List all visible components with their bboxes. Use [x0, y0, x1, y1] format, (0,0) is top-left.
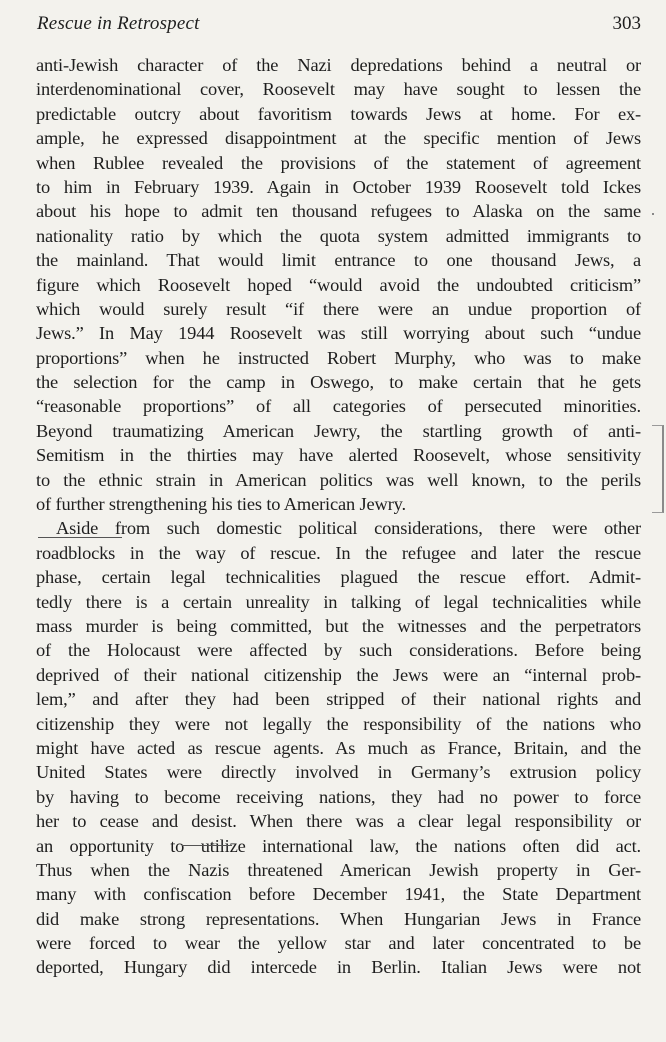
body-line: might have acted as rescue agents. As much as France, Britain, and the: [36, 737, 641, 758]
body-line: which would surely result “if there were an undue proportion of: [36, 298, 641, 319]
body-line: interdenominational cover, Roosevelt may have sought to lessen the: [36, 79, 641, 100]
paragraph-end-line: of further strengthening his ties to American Jewry.: [36, 494, 406, 515]
body-line: Thus when the Nazis threatened American Jewish property in Ger-: [36, 859, 641, 880]
body-line: her to cease and desist. When there was a clear legal responsibility or: [36, 811, 641, 832]
body-line: proportions” when he instructed Robert Murphy, who was to make: [36, 347, 641, 368]
body-line: anti-Jewish character of the Nazi depredations behind a neutral or: [36, 55, 641, 75]
body-line: Beyond traumatizing American Jewry, the startling growth of anti-: [36, 420, 641, 441]
body-line: ample, he expressed disappointment at the specific mention of Jews: [36, 128, 641, 149]
page-number: 303: [612, 13, 641, 34]
body-line: about his hope to admit ten thousand refugees to Alaska on the same: [36, 201, 641, 222]
running-title: Rescue in Retrospect: [37, 13, 200, 34]
body-line: an opportunity to utilize international law, the nations often did act.: [36, 835, 641, 856]
body-line: tedly there is a certain unreality in talking of legal technicalities while: [36, 591, 641, 612]
body-line: the mainland. That would limit entrance to one thousand Jews, a: [36, 250, 641, 271]
body-line: mass murder is being committed, but the witnesses and the perpetrators: [36, 615, 641, 636]
body-line: when Rublee revealed the provisions of the statement of agreement: [36, 152, 641, 173]
body-line: deprived of their national citizenship the Jews were an “internal prob-: [36, 664, 641, 685]
pencil-margin-mark: [652, 213, 654, 215]
body-line: figure which Roosevelt hoped “would avoid the undoubted criticism”: [36, 274, 641, 295]
body-text: [36, 53, 641, 980]
body-line: to the ethnic strain in American politics was well known, to the perils: [36, 469, 641, 490]
pencil-underline-aside: [38, 537, 122, 538]
body-line: to him in February 1939. Again in October 1939 Roosevelt told Ickes: [36, 176, 641, 197]
body-line: Semitism in the thirties may have alerted Roosevelt, whose sensitivity: [36, 445, 641, 466]
body-line: “reasonable proportions” of all categories of persecuted minorities.: [36, 396, 641, 417]
body-line: by having to become receiving nations, they had no power to force: [36, 786, 641, 807]
pencil-underline-desist: [182, 845, 232, 846]
body-line: lem,” and after they had been stripped of their national rights and: [36, 689, 641, 710]
body-line: Jews.” In May 1944 Roosevelt was still worrying about such “undue: [36, 323, 641, 344]
pencil-margin-bracket: [652, 425, 664, 513]
body-line: deported, Hungary did intercede in Berlin. Italian Jews were not: [36, 957, 641, 978]
body-line: many with confiscation before December 1941, the State Department: [36, 884, 641, 905]
body-line: were forced to wear the yellow star and later concentrated to be: [36, 933, 641, 954]
body-line: the selection for the camp in Oswego, to make certain that he gets: [36, 372, 641, 393]
body-line: roadblocks in the way of rescue. In the refugee and later the rescue: [36, 542, 641, 563]
body-line: did make strong representations. When Hungarian Jews in France: [36, 908, 641, 929]
body-line: nationality ratio by which the quota system admitted immigrants to: [36, 225, 641, 246]
paragraph-start-line: Aside from such domestic political considerations, there were other: [56, 518, 641, 539]
body-line: of the Holocaust were affected by such considerations. Before being: [36, 640, 641, 661]
body-line: United States were directly involved in Germany’s extrusion policy: [36, 762, 641, 783]
body-line: citizenship they were not legally the responsibility of the nations who: [36, 713, 641, 734]
running-head: [37, 13, 641, 39]
body-line: phase, certain legal technicalities plagued the rescue effort. Admit-: [36, 567, 641, 588]
body-line: predictable outcry about favoritism towards Jews at home. For ex-: [36, 103, 641, 124]
